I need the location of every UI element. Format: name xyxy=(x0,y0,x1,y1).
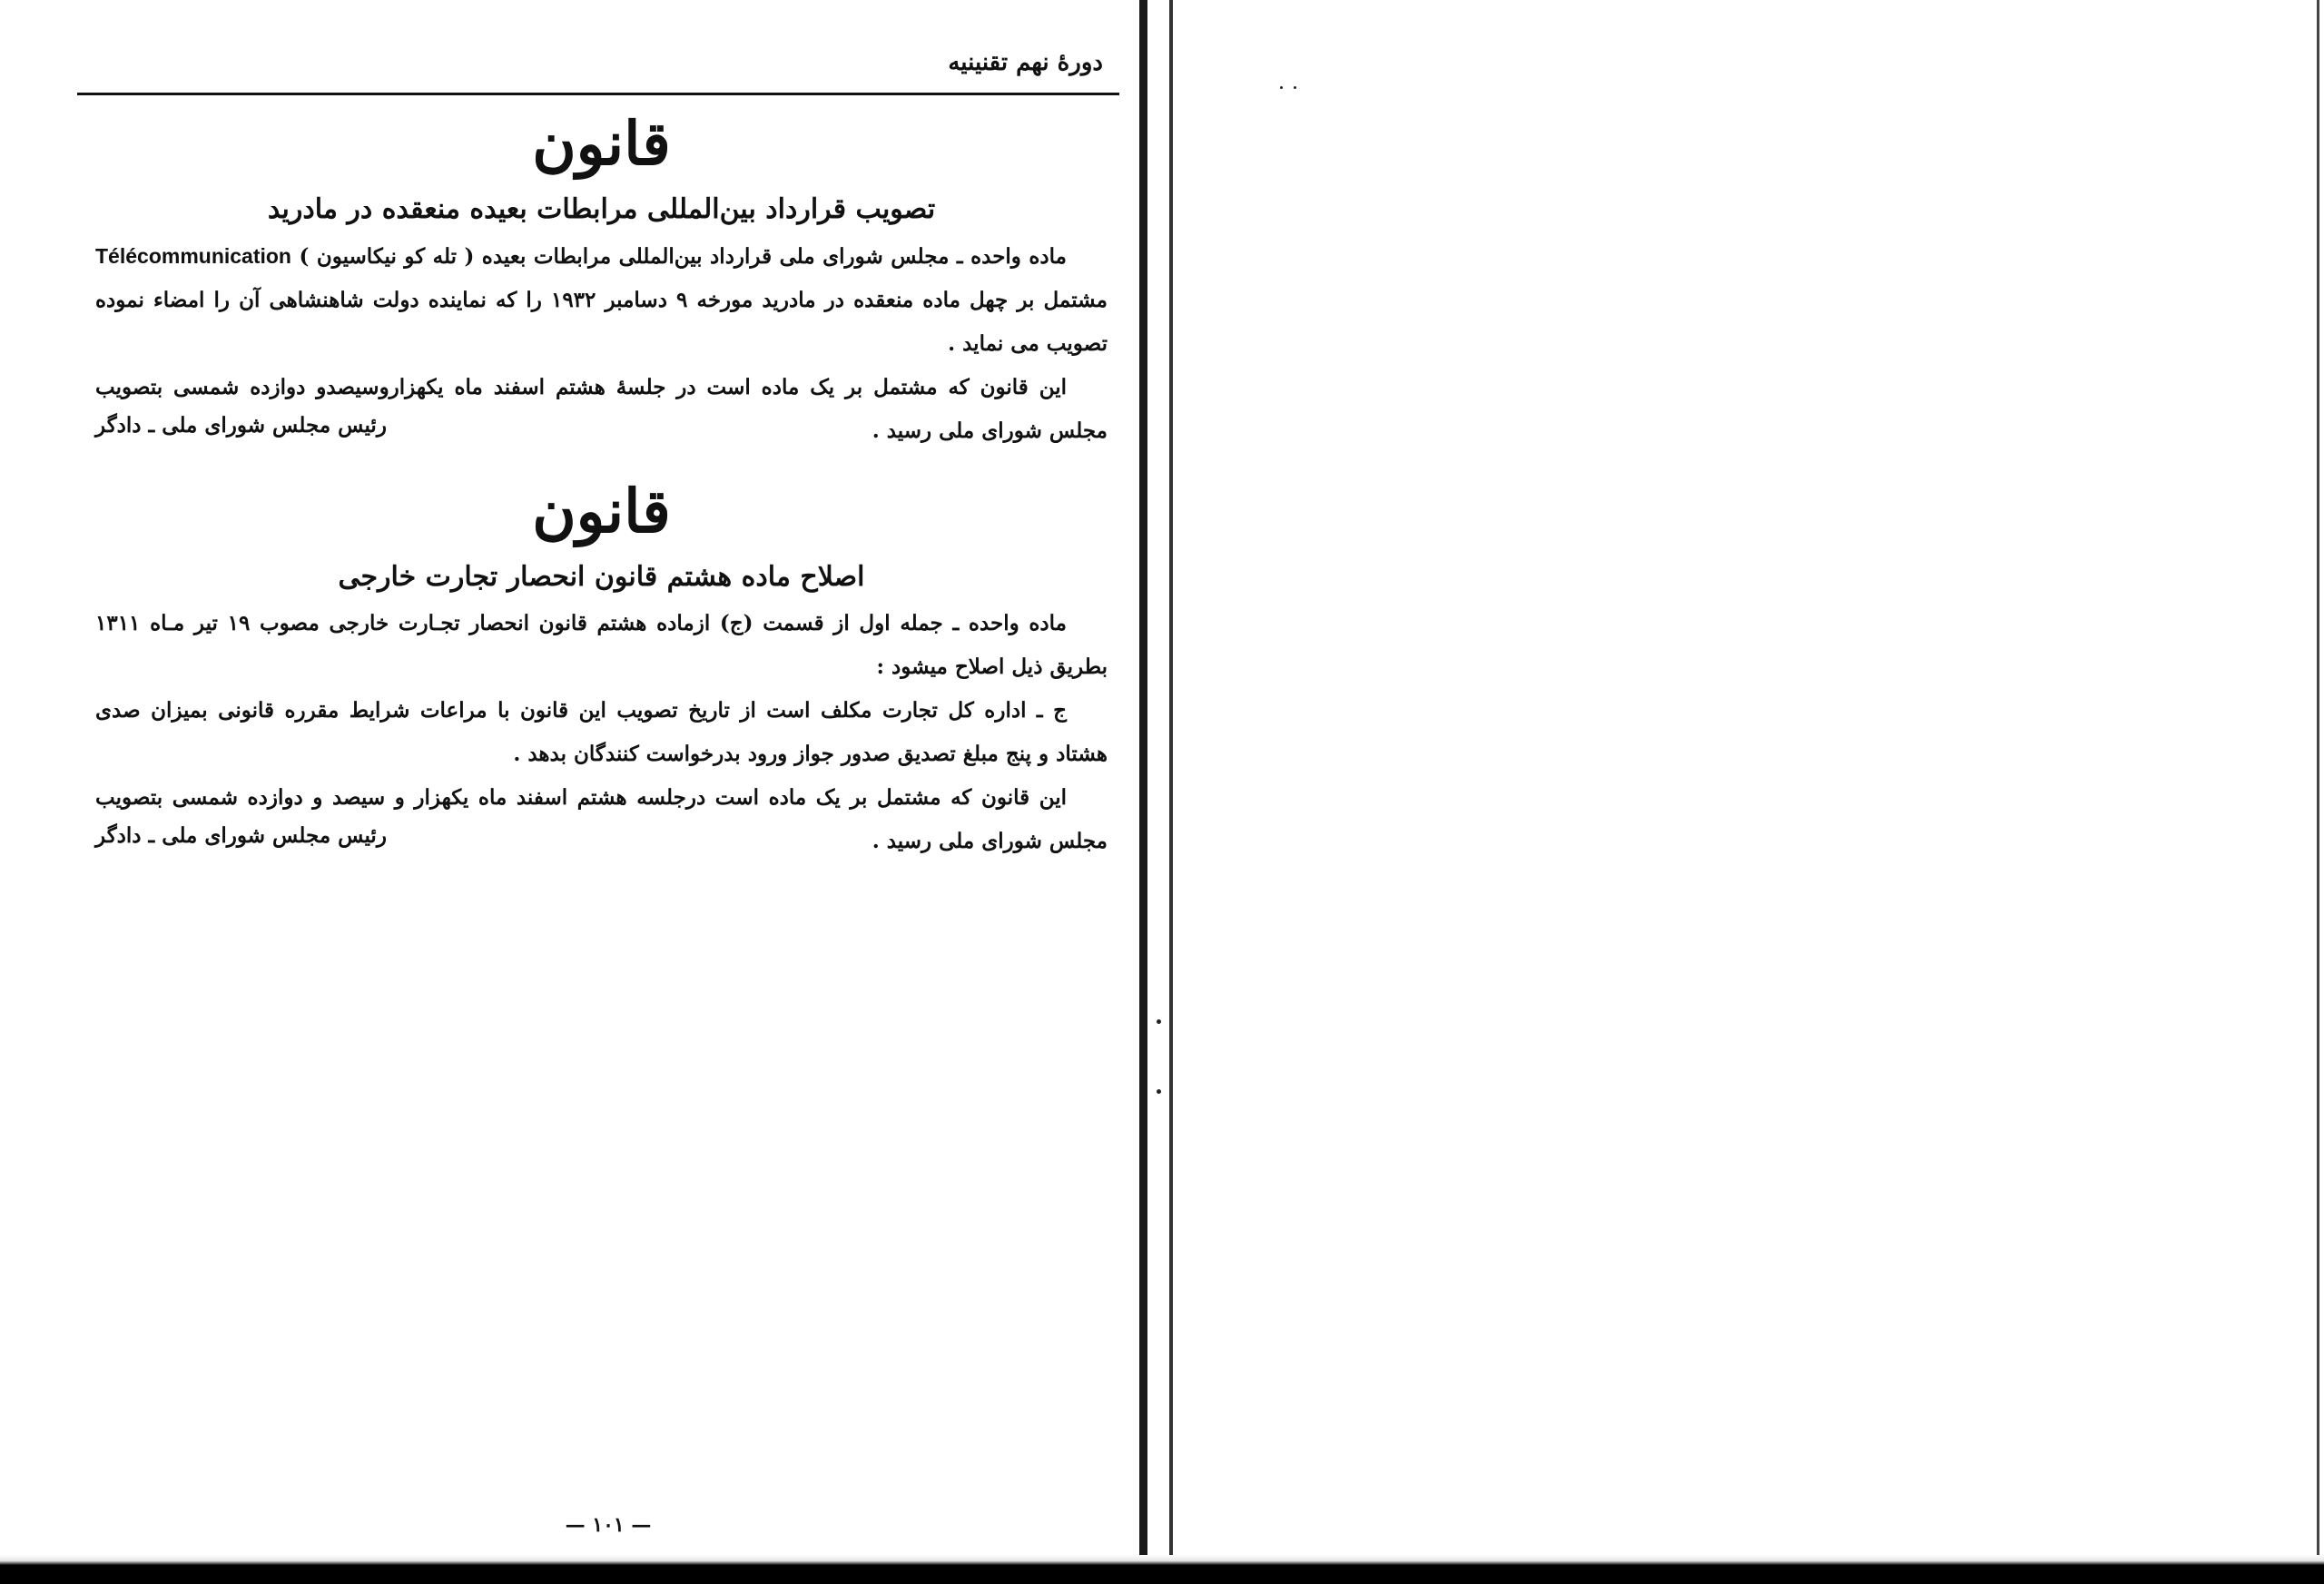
scan-speck xyxy=(1280,86,1283,89)
law-title: قانون xyxy=(532,108,671,179)
running-head: دورهٔ نهم تقنینیه xyxy=(948,49,1103,76)
law-paragraph: ج ـ اداره کل تجارت مکلف است از تاریخ تصویب این قانون با مراعات شرایط مقرره قانونی بمیزان صدی هشتاد و پنج مبلغ تصدیق صدور جواز ورود بدرخواست کنندگان بدهد . xyxy=(95,698,1108,766)
scan-bottom-edge xyxy=(0,1555,2324,1584)
page-number: — ۱۰۱ — xyxy=(565,1513,652,1537)
scan-speck xyxy=(1157,1019,1161,1024)
signature: رئیس مجلس شورای ملی ـ دادگر xyxy=(95,413,387,438)
law-paragraph: این قانون که مشتمل بر یک ماده است درجلسه هشتم اسفند ماه یکهزار و سیصد و دوازده شمسی بتصویب مجلس شورای ملی رسید . xyxy=(95,785,1108,853)
law-paragraph-text: مشتمل بر چهل ماده منعقده در مادرید مورخه ۹ دسامبر ۱۹۳۲ را که نماینده دولت شاهنشاهی آن را امضاء نموده تصویب می نماید . xyxy=(95,288,1108,356)
signature: رئیس مجلس شورای ملی ـ دادگر xyxy=(95,823,387,848)
header-rule xyxy=(77,93,1119,95)
law-paragraph xyxy=(95,234,1108,366)
book-spine xyxy=(1139,0,1147,1584)
scan-speck xyxy=(1157,1089,1161,1094)
page-edge xyxy=(2317,0,2319,1584)
law-paragraph: ماده واحده ـ جمله اول از قسمت (ج) ازماده هشتم قانون انحصار تجـارت خارجی مصوب ۱۹ تیر مـاه ۱۳۱۱ بطریق ذیل اصلاح میشود : xyxy=(95,611,1108,679)
scan-speck xyxy=(1294,86,1296,89)
law-paragraph-text: ماده واحده ـ مجلس شورای ملی قرارداد بین‌المللی مرابطات بعیده ( تله کو نیکاسیون ) xyxy=(299,244,1068,269)
law-title: قانون xyxy=(532,476,671,546)
law-subtitle: اصلاح ماده هشتم قانون انحصار تجارت خارجی xyxy=(338,561,865,593)
law-subtitle: تصویب قرارداد بین‌المللی مرابطات بعیده منعقده در مادرید xyxy=(267,193,936,225)
law-section-2 xyxy=(95,476,1108,853)
law-section-1 xyxy=(95,108,1108,443)
book-spine-shadow xyxy=(1169,0,1173,1584)
latin-term: Télécommunication xyxy=(95,244,291,268)
law-paragraph: این قانون که مشتمل بر یک ماده است در جلسهٔ هشتم اسفند ماه یکهزاروسیصدو دوازده شمسی بتصویب مجلس شورای ملی رسید . xyxy=(95,375,1108,443)
